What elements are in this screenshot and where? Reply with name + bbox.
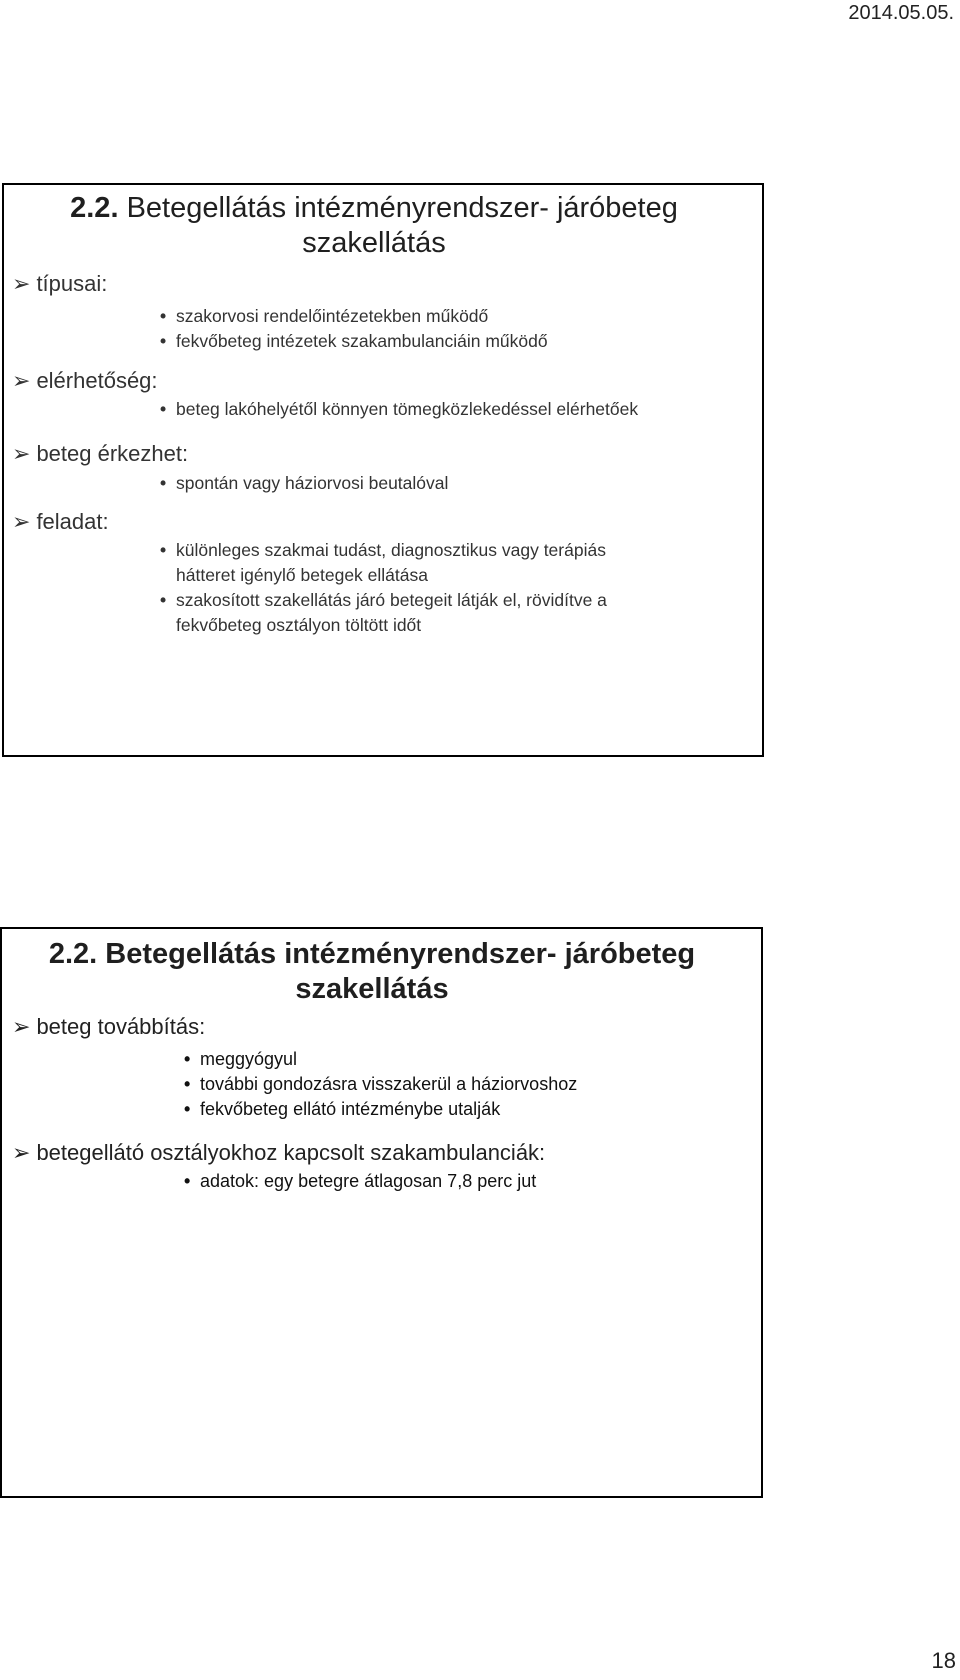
list-item bbox=[184, 1171, 536, 1192]
list-item bbox=[160, 540, 606, 561]
section-heading-label: elérhetőség: bbox=[36, 368, 158, 393]
slide-2-title-line1: Betegellátás intézményrendszer- járóbeteg bbox=[105, 938, 696, 970]
list-item-text: további gondozásra visszakerül a háziorvoshoz bbox=[200, 1074, 578, 1094]
section-heading-label: beteg továbbítás: bbox=[36, 1014, 206, 1039]
list-item bbox=[160, 306, 488, 327]
list-item-text: fekvőbeteg ellátó intézménybe utalják bbox=[200, 1099, 501, 1119]
list-item-text: fekvőbeteg intézetek szakambulanciáin működő bbox=[176, 331, 548, 351]
slide-2-title-line2: szakellátás bbox=[295, 973, 449, 1006]
bullet-icon: • bbox=[160, 473, 167, 493]
list-item-text: szakosított szakellátás járó betegeit látják el, rövidítve a bbox=[176, 590, 607, 610]
slide-1-title-line1: Betegellátás intézményrendszer- járóbeteg bbox=[126, 192, 678, 224]
bullet-icon: • bbox=[160, 540, 167, 560]
bullet-icon: • bbox=[184, 1099, 191, 1119]
list-item bbox=[160, 590, 607, 611]
section-heading-szakambulanciak bbox=[12, 1140, 545, 1166]
list-item-text: különleges szakmai tudást, diagnosztikus vagy terápiás bbox=[176, 540, 606, 560]
section-heading-beteg-erkezhet bbox=[12, 441, 188, 467]
list-item bbox=[184, 1049, 297, 1070]
list-item bbox=[160, 473, 448, 494]
arrow-bullet-icon: ➢ bbox=[12, 368, 31, 393]
arrow-bullet-icon: ➢ bbox=[12, 1014, 31, 1039]
arrow-bullet-icon: ➢ bbox=[12, 509, 31, 534]
slide-1 bbox=[2, 183, 764, 757]
bullet-icon: • bbox=[160, 590, 167, 610]
slide-1-title-number: 2.2. bbox=[70, 192, 119, 224]
arrow-bullet-icon: ➢ bbox=[12, 441, 31, 466]
page-number: 18 bbox=[931, 1648, 956, 1673]
slide-2-title bbox=[42, 937, 702, 1008]
list-item-text: meggyógyul bbox=[200, 1049, 298, 1069]
date-stamp: 2014.05.05. bbox=[848, 2, 954, 24]
list-item-continuation: hátteret igénylő betegek ellátása bbox=[176, 565, 428, 585]
list-item-text: szakorvosi rendelőintézetekben működő bbox=[176, 306, 489, 326]
list-item-text: spontán vagy háziorvosi beutalóval bbox=[176, 473, 449, 493]
list-item-continuation: fekvőbeteg osztályon töltött időt bbox=[176, 615, 422, 635]
arrow-bullet-icon: ➢ bbox=[12, 271, 31, 296]
bullet-icon: • bbox=[184, 1074, 191, 1094]
bullet-icon: • bbox=[184, 1049, 191, 1069]
section-heading-label: betegellátó osztályokhoz kapcsolt szakambulanciák: bbox=[36, 1140, 546, 1165]
slide-2-title-number: 2.2. bbox=[48, 938, 98, 970]
list-item bbox=[160, 399, 638, 420]
slide-1-title-line2: szakellátás bbox=[302, 227, 446, 260]
bullet-icon: • bbox=[184, 1171, 191, 1191]
section-heading-label: feladat: bbox=[36, 509, 109, 534]
section-heading-tipusai bbox=[12, 271, 107, 297]
section-heading-label: beteg érkezhet: bbox=[36, 441, 189, 466]
section-heading-beteg-tovabbitas bbox=[12, 1014, 205, 1040]
bullet-icon: • bbox=[160, 306, 167, 326]
list-item-text: beteg lakóhelyétől könnyen tömegközlekedéssel elérhetőek bbox=[176, 399, 639, 419]
bullet-icon: • bbox=[160, 331, 167, 351]
list-item bbox=[184, 1074, 577, 1095]
section-heading-feladat bbox=[12, 509, 109, 535]
list-item bbox=[160, 331, 548, 352]
list-item bbox=[184, 1099, 500, 1120]
slide-2 bbox=[0, 927, 763, 1498]
slide-1-title bbox=[44, 191, 704, 262]
bullet-icon: • bbox=[160, 399, 167, 419]
section-heading-label: típusai: bbox=[36, 271, 108, 296]
list-item-text: adatok: egy betegre átlagosan 7,8 perc jut bbox=[200, 1171, 537, 1191]
section-heading-elerhetoseg bbox=[12, 368, 158, 394]
arrow-bullet-icon: ➢ bbox=[12, 1140, 31, 1165]
